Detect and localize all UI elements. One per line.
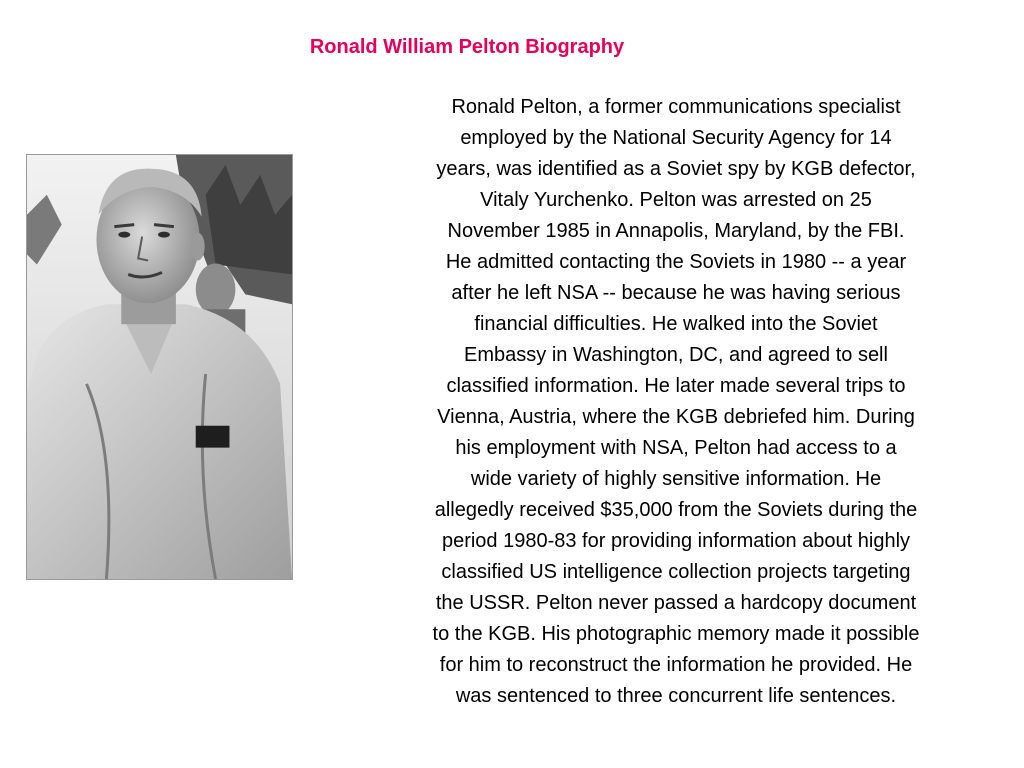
bio-line: He admitted contacting the Soviets in 1980 -- a year xyxy=(445,251,907,273)
bio-line: was sentenced to three concurrent life sentences. xyxy=(455,685,897,707)
bio-line: after he left NSA -- because he was having serious xyxy=(451,282,901,304)
bio-line: for him to reconstruct the information he provided. He xyxy=(439,654,913,676)
bio-line: Embassy in Washington, DC, and agreed to sell xyxy=(464,344,888,366)
bio-line: classified US intelligence collection projects targeting xyxy=(441,561,911,583)
bio-line: wide variety of highly sensitive information. He xyxy=(470,468,882,490)
bio-line: Vitaly Yurchenko. Pelton was arrested on 25 xyxy=(480,189,872,211)
bio-line: to the KGB. His photographic memory made it possible xyxy=(432,623,920,645)
slide-title: Ronald William Pelton Biography xyxy=(309,36,625,58)
bio-line: allegedly received $35,000 from the Soviets during the xyxy=(434,499,918,521)
biography-text xyxy=(360,92,992,712)
bio-line: period 1980-83 for providing information about highly xyxy=(441,530,911,552)
bio-line: Vienna, Austria, where the KGB debriefed him. During xyxy=(437,406,915,428)
bio-line: his employment with NSA, Pelton had access to a xyxy=(455,437,897,459)
portrait-photo-graphic xyxy=(27,155,292,579)
bio-line: November 1985 in Annapolis, Maryland, by the FBI. xyxy=(447,220,905,242)
bio-line: classified information. He later made several trips to xyxy=(446,375,906,397)
bio-line: Ronald Pelton, a former communications specialist xyxy=(451,96,901,118)
bio-line: financial difficulties. He walked into the Soviet xyxy=(474,313,878,335)
portrait-photo xyxy=(26,154,293,580)
bio-line: employed by the National Security Agency for 14 xyxy=(460,127,892,149)
bio-line: years, was identified as a Soviet spy by KGB defector, xyxy=(436,158,916,180)
bio-line: the USSR. Pelton never passed a hardcopy document xyxy=(435,592,917,614)
